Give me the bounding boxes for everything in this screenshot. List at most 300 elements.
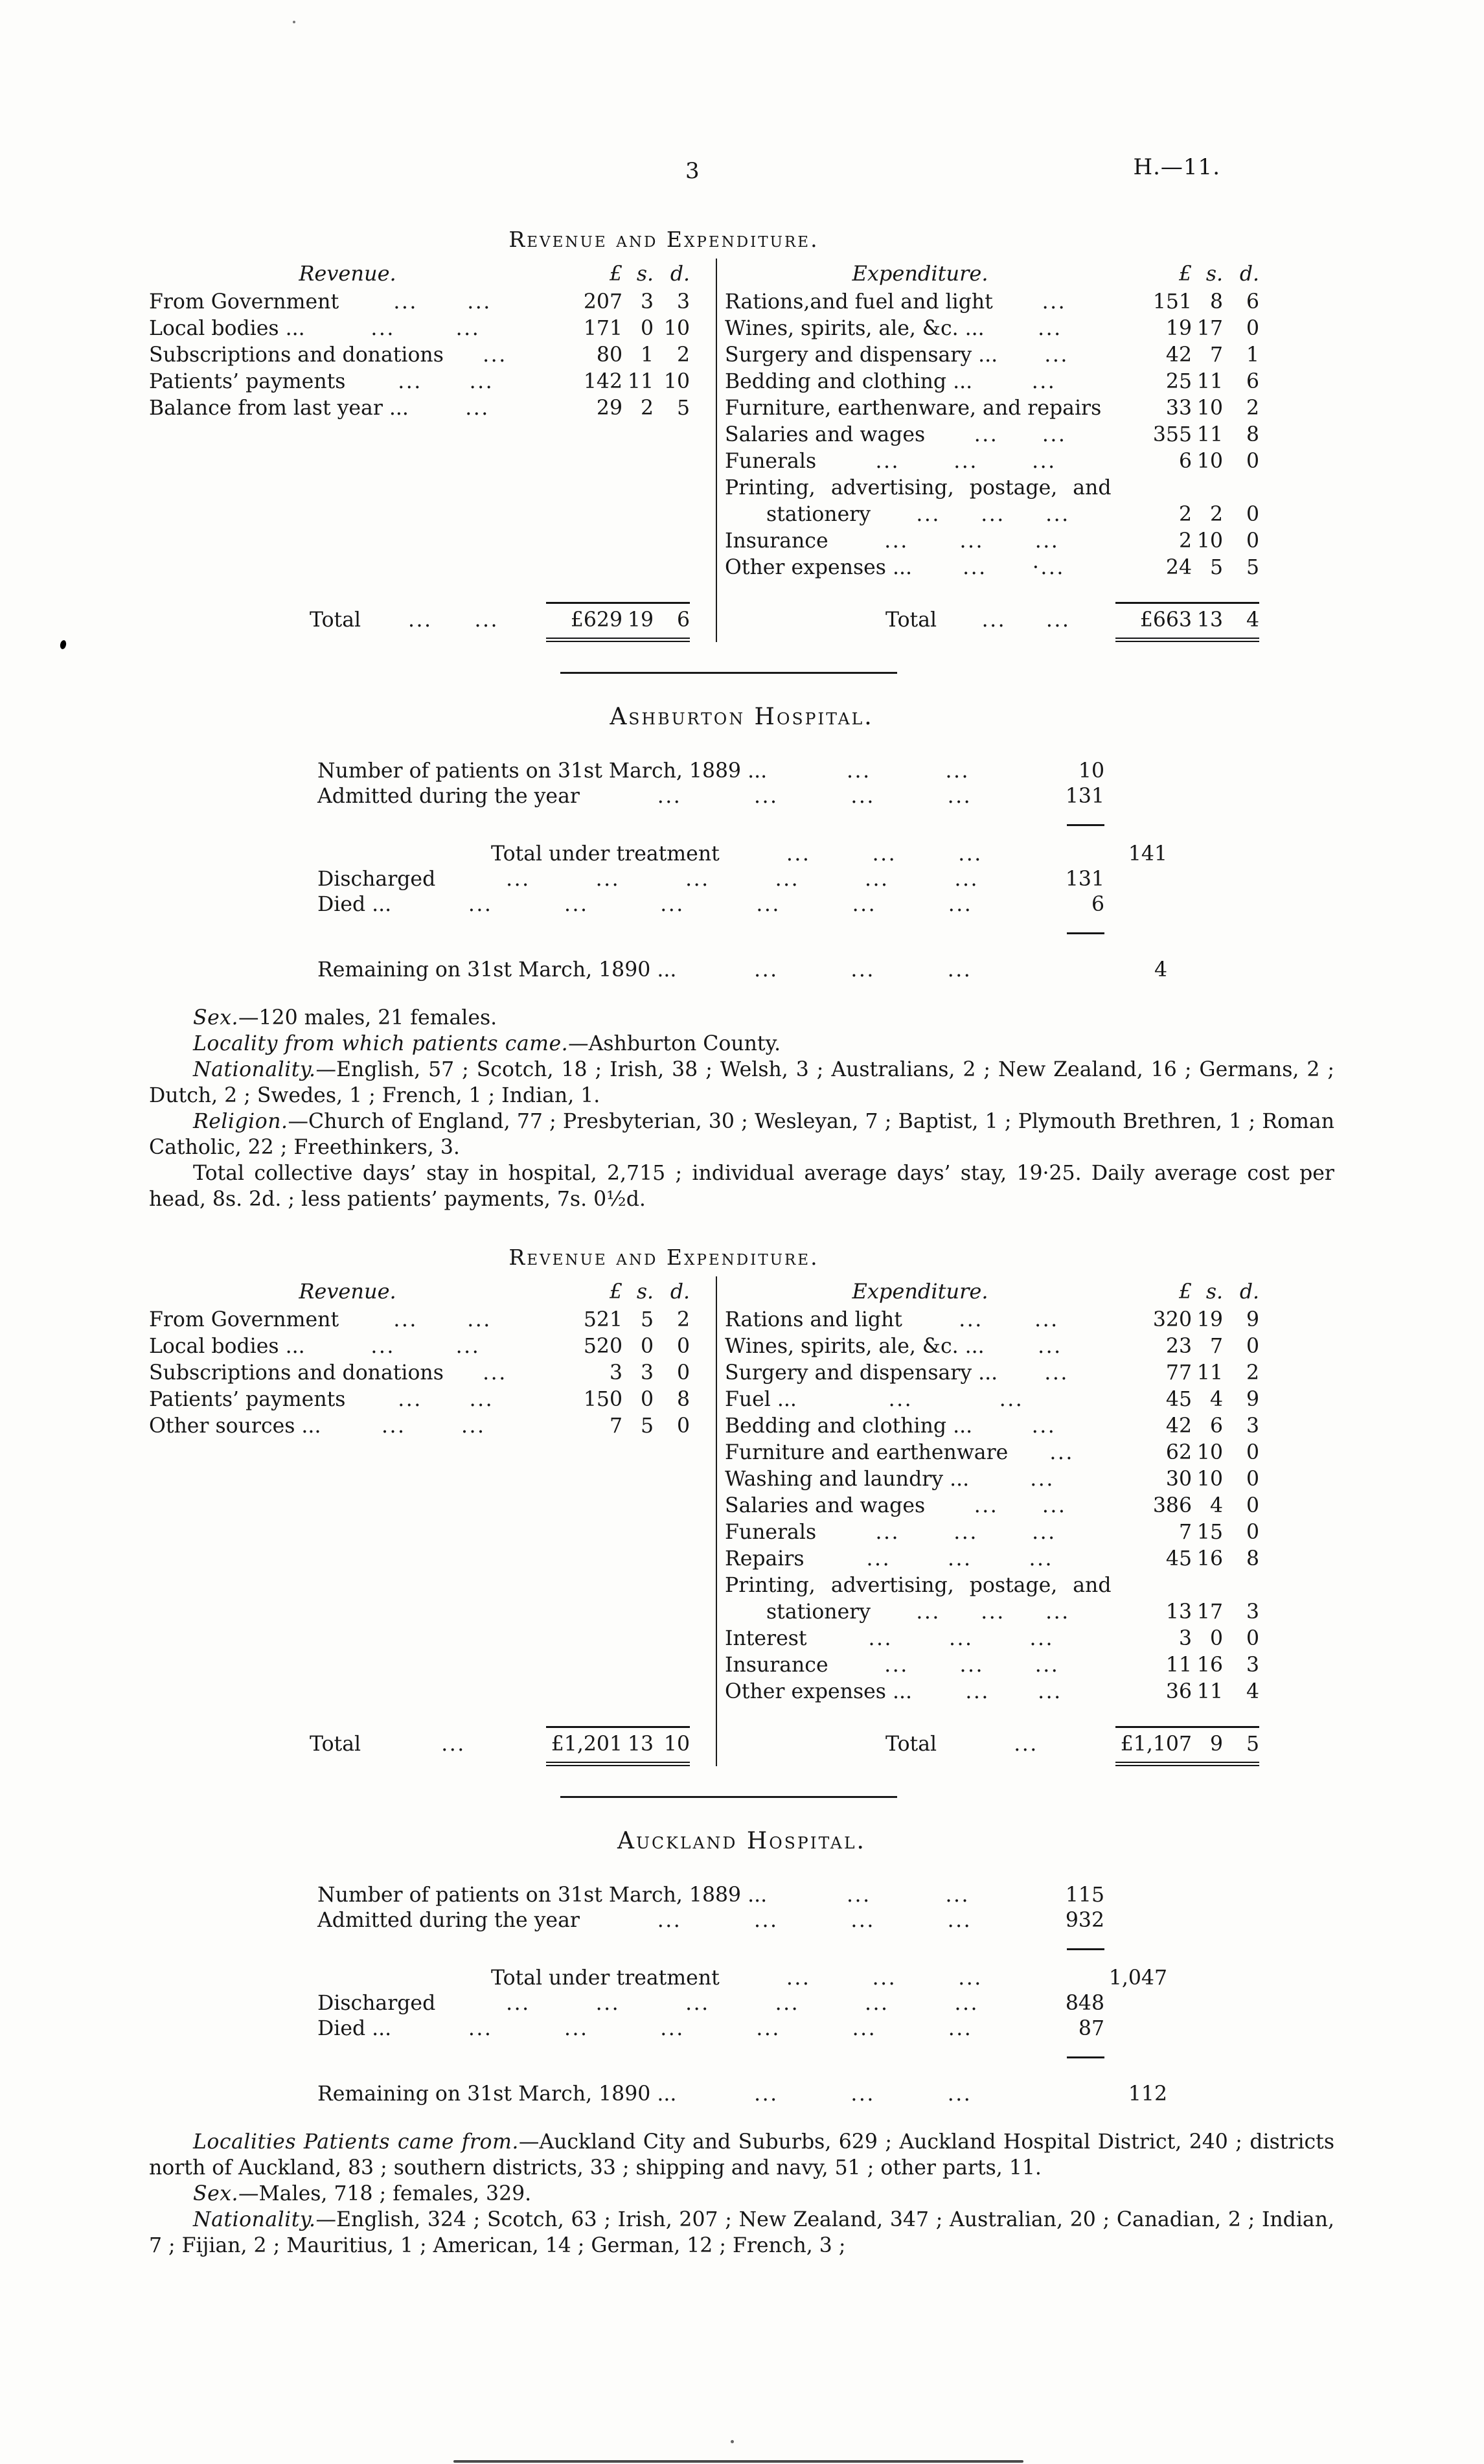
pounds-value: 150 [583,1388,622,1411]
expenditure-heading: Expenditure. [852,261,988,286]
table-row [725,1546,1259,1572]
pence-value: 0 [1246,1468,1259,1491]
pounds-value: 80 [596,343,622,367]
paragraph-text: —English, 324 ; Scotch, 63 ; Irish, 207 ; New Zealand, 347 ; Australian, 20 ; Canadian, 2 ; Indian, 7 ; Fijian, 2 ; Mauritius, 1 ; American, 14 ; German, 12 ; French, 3 ; [149,2208,1334,2257]
pounds-value: 386 [1152,1494,1192,1517]
shillings-column-header: s. [1205,262,1223,286]
paragraph-lead: Localities Patients came from. [193,2130,519,2154]
shillings-value: 10 [1196,397,1223,420]
shillings-value: 11 [1196,423,1223,446]
row-label: Salaries and wages [725,1494,926,1517]
dot-leaders: ... ... ... ... [657,1909,972,1932]
pounds-value: 29 [596,397,622,420]
total-amount [546,1726,690,1766]
revenue-column-2 [149,1276,716,1766]
pence-value: 0 [1246,450,1259,473]
paragraph-lead: Religion. [193,1110,288,1133]
shillings-value: 4 [1209,1388,1223,1411]
table-row [149,1360,690,1387]
row-label: Other expenses ... [725,556,913,579]
dot-leaders: ... [1014,1733,1038,1756]
statistic-label: Total under treatment [491,1966,720,1990]
paragraph-text: Total collective days’ stay in hospital, 2,715 ; individual average days’ stay, 19·25. Daily average cost per head, 8s. 2d. ; less patients’ payments, 7s. 0½d. [149,1162,1334,1211]
shillings-value: 15 [1196,1521,1223,1544]
pence-value: 3 [1246,1600,1259,1624]
dot-leaders: ... ... [959,1308,1059,1331]
dot-leaders: ... ... [371,1335,481,1358]
dot-leaders: ... [1044,343,1069,367]
table-row [149,1387,690,1413]
expenditure-header-row [725,1276,1259,1307]
statistic-label: Admitted during the year [317,1909,580,1932]
pound-column-header: £ [1178,1280,1192,1304]
expenditure-heading: Expenditure. [852,1279,988,1304]
pounds-value: 45 [1165,1547,1192,1571]
total-pounds: £1,201 [551,1733,622,1756]
statistic-row [317,759,1167,784]
shillings-value: 3 [640,290,654,314]
hospital-title-auckland: Auckland Hospital. [617,1828,866,1854]
dot-leaders: ... [1038,1335,1062,1358]
pence-value: 9 [1246,1308,1259,1331]
table-row [149,316,690,342]
paragraph-text: —Males, 718 ; females, 329. [238,2182,532,2205]
dot-leaders: ... ... [398,1388,494,1411]
table-row [725,422,1259,448]
table-row [149,1307,690,1333]
table-row [725,395,1259,422]
row-label: Wines, spirits, ale, &c. ... [725,317,985,340]
pounds-value: 7 [609,1414,622,1438]
table-row [725,1413,1259,1440]
row-label: Subscriptions and donations [149,1361,444,1385]
total-pounds: £663 [1139,608,1192,632]
row-label: Printing, advertising, postage, and [725,476,1112,500]
shillings-value: 7 [1209,343,1223,367]
table-row [149,342,690,369]
expenditure-total-row-2 [725,1705,1259,1766]
pence-column-header: d. [1239,1280,1259,1304]
table-row [725,1360,1259,1387]
shillings-value: 8 [1209,290,1223,314]
dot-leaders: ... ... [408,608,499,632]
row-label: stationery [766,1600,871,1624]
note-paragraph [149,1031,1334,1057]
table-row [725,448,1259,475]
pence-value: 2 [1246,397,1259,420]
dot-leaders: ... ... ... [754,958,972,982]
statistic-label: Died ... [317,2017,392,2040]
pence-value: 0 [1246,1627,1259,1650]
pence-value: 8 [1246,423,1259,446]
dot-leaders: ... [483,1361,507,1385]
row-label: Funerals [725,450,817,473]
shillings-value: 10 [1196,1441,1223,1464]
statistic-row [317,842,1167,867]
outer-value: 1,047 [1108,1966,1167,1990]
total-amount [1115,1726,1259,1766]
paragraph-text: —120 males, 21 females. [238,1006,497,1030]
shillings-value: 11 [1196,1361,1223,1385]
expenditure-total-row-1 [725,581,1259,642]
paragraph-text: —Church of England, 77 ; Presbyterian, 30 ; Wesleyan, 7 ; Baptist, 1 ; Plymouth Brethren, 1 ; Roman Catholic, 22 ; Freethinkers, 3. [149,1110,1334,1159]
table-row [149,395,690,422]
total-label: Total [885,1733,937,1756]
revenue-header-row [149,1276,690,1307]
ashburton-statistics [317,759,1167,983]
dot-leaders: ... [1042,290,1067,314]
shillings-value: 0 [640,317,654,340]
dot-leaders: ... [1044,1361,1069,1385]
row-label: From Government [149,1308,339,1331]
dot-leaders: ... ... ... [868,1627,1055,1650]
dot-leaders: ... [1030,1468,1055,1491]
table-row [725,501,1259,528]
pounds-value: 33 [1165,397,1192,420]
statistic-row [317,1991,1167,2016]
pence-value: 8 [676,1388,690,1411]
section-title-revenue-expenditure-1: Revenue and Expenditure. [508,227,819,252]
row-label: Patients’ payments [149,370,346,393]
pence-value: 4 [1246,1680,1259,1703]
pence-value: 0 [1246,1494,1259,1517]
total-pounds: £1,107 [1120,1733,1192,1756]
table-row [725,1493,1259,1519]
page-number: 3 [685,158,700,184]
shillings-value: 11 [627,370,654,393]
scan-speck [731,2440,734,2443]
pounds-value: 42 [1165,1414,1192,1438]
table-row [725,1307,1259,1333]
table-row [725,1652,1259,1679]
dot-leaders: ... ·... [963,556,1065,579]
pounds-value: 320 [1152,1308,1192,1331]
section-divider-rule [560,672,897,674]
statistic-row [317,809,1167,840]
dot-leaders: ... ... ... ... ... ... [506,1992,979,2015]
row-label: Washing and laundry ... [725,1468,970,1491]
statistic-row [317,892,1167,917]
total-pence: 10 [663,1733,690,1756]
pounds-value: 151 [1152,290,1192,314]
row-label: Surgery and dispensary ... [725,1361,998,1385]
table-row [725,555,1259,581]
dot-leaders: ... [483,343,507,367]
dot-leaders: ... ... [393,290,492,314]
revenue-heading: Revenue. [299,1279,396,1304]
table-row [725,1679,1259,1705]
scan-edge-artifact [453,2460,1023,2463]
dot-leaders: ... ... ... [866,1547,1054,1571]
inner-value: 10 [1078,759,1104,783]
shillings-value: 4 [1209,1494,1223,1517]
table-row [725,369,1259,395]
section-title-revenue-expenditure-2: Revenue and Expenditure. [508,1245,819,1270]
paragraph-lead: Locality from which patients came. [193,1032,569,1055]
pounds-value: 77 [1165,1361,1192,1385]
pounds-value: 207 [583,290,622,314]
shillings-value: 16 [1196,1547,1223,1571]
statistic-label: Number of patients on 31st March, 1889 ... [317,759,768,783]
shillings-value: 0 [640,1335,654,1358]
row-label: stationery [766,503,871,526]
pounds-value: 24 [1165,556,1192,579]
row-label: Funerals [725,1521,817,1544]
pence-value: 0 [1246,1335,1259,1358]
paragraph-lead: Sex. [193,2182,238,2205]
dot-leaders: ... ... [393,1308,492,1331]
statistic-row [317,784,1167,809]
pounds-value: 11 [1165,1653,1192,1677]
total-shillings: 19 [627,608,654,632]
statistic-label: Discharged [317,1992,436,2015]
inner-value [1067,1948,1104,1950]
row-label: Insurance [725,529,828,553]
row-label: Furniture, earthenware, and repairs [725,397,1102,420]
paragraph-lead: Nationality. [193,2208,316,2231]
row-label: Bedding and clothing ... [725,370,973,393]
shillings-value: 7 [1209,1335,1223,1358]
expenditure-column-2 [716,1276,1263,1766]
inner-value: 115 [1065,1883,1104,1907]
dot-leaders: ... [441,1733,466,1756]
table-row [725,1572,1259,1599]
pounds-value: 521 [583,1308,622,1331]
pounds-value: 3 [609,1361,622,1385]
pence-value: 2 [676,343,690,367]
pence-value: 0 [676,1414,690,1438]
pence-value: 2 [676,1308,690,1331]
inner-value: 87 [1078,2017,1104,2040]
note-paragraph [149,1005,1334,1031]
shillings-value: 10 [1196,1468,1223,1491]
row-label: Local bodies ... [149,1335,305,1358]
pence-value: 2 [1246,1361,1259,1385]
total-label: Total [885,608,937,632]
statistic-label: Remaining on 31st March, 1890 ... [317,958,677,982]
pence-value: 1 [1246,343,1259,367]
pounds-value: 2 [1178,529,1192,553]
pounds-value: 7 [1178,1521,1192,1544]
row-label: Interest [725,1627,807,1650]
row-label: Bedding and clothing ... [725,1414,973,1438]
inner-value: 131 [1065,868,1104,891]
row-label: From Government [149,290,339,314]
pence-value: 3 [1246,1653,1259,1677]
table-row [725,289,1259,316]
auckland-notes [149,2129,1334,2259]
row-label: Local bodies ... [149,317,305,340]
dot-leaders: ... [1031,1414,1056,1438]
expenditure-rows-1 [725,289,1259,581]
pence-value: 0 [1246,317,1259,340]
pounds-value: 19 [1165,317,1192,340]
note-paragraph [149,2181,1334,2207]
document-reference: H.—11. [1133,154,1220,180]
dot-leaders: ... [1038,317,1062,340]
dot-leaders: ... ... ... [875,450,1056,473]
pence-value: 0 [1246,529,1259,553]
shillings-value: 5 [1209,556,1223,579]
inner-value [1067,2056,1104,2058]
pounds-value: 23 [1165,1335,1192,1358]
dot-leaders: ... [1049,1441,1074,1464]
pence-value: 0 [1246,1441,1259,1464]
dot-leaders: ... ... [981,608,1071,632]
shillings-value: 11 [1196,1680,1223,1703]
dot-leaders: ... ... ... [754,2082,972,2106]
table-row [725,528,1259,555]
statistic-row [317,2042,1167,2073]
pounds-value: 6 [1178,450,1192,473]
statistic-label: Number of patients on 31st March, 1889 ... [317,1883,768,1907]
dot-leaders: ... ... [974,423,1067,446]
inner-value: 932 [1065,1909,1104,1932]
table-row [725,1466,1259,1493]
statistic-row [317,2082,1167,2107]
shillings-column-header: s. [636,1280,654,1304]
pence-column-header: d. [670,262,690,286]
inner-value [1067,824,1104,826]
revenue-expenditure-table-2 [149,1276,1263,1766]
dot-leaders: ... ... ... ... ... ... [506,868,979,891]
statistic-row [317,1933,1167,1964]
row-label: Repairs [725,1547,805,1571]
row-label: Printing, advertising, postage, and [725,1574,1112,1597]
row-label: Furniture and earthenware [725,1441,1009,1464]
table-row [149,289,690,316]
revenue-total-row-1 [149,581,690,642]
row-label: Rations,and fuel and light [725,290,993,314]
pence-column-header: d. [1239,262,1259,286]
pence-value: 5 [676,397,690,420]
note-paragraph [149,2207,1334,2259]
expenditure-column-1 [716,259,1263,642]
outer-value: 112 [1128,2082,1167,2106]
revenue-column-1 [149,259,716,642]
statistic-row [317,958,1167,983]
inner-value [1067,932,1104,934]
total-label: Total [310,608,361,632]
dot-leaders: ... ... ... [786,1966,983,1990]
row-label: Wines, spirits, ale, &c. ... [725,1335,985,1358]
pound-column-header: £ [609,262,622,286]
statistic-row [317,1908,1167,1933]
total-label: Total [310,1733,361,1756]
dot-leaders: ... ... ... [875,1521,1056,1544]
total-shillings: 9 [1209,1733,1223,1756]
outer-value: 4 [1154,958,1167,982]
table-row [725,1440,1259,1466]
total-pounds: £629 [570,608,622,632]
inner-value: 6 [1091,893,1104,916]
shillings-value: 10 [1196,450,1223,473]
revenue-expenditure-table-1 [149,259,1263,642]
dot-leaders: ... ... [398,370,494,393]
dot-leaders: ... ... ... [916,1600,1070,1624]
pound-column-header: £ [609,1280,622,1304]
dot-leaders: ... ... [847,759,970,783]
note-paragraph [149,2129,1334,2181]
paragraph-text: —Auckland City and Suburbs, 629 ; Auckland Hospital District, 240 ; districts north of Auckland, 83 ; southern districts, 33 ; shipping and navy, 51 ; other parts, 11. [149,2130,1334,2180]
revenue-rows-2 [149,1307,690,1440]
total-pence: 6 [676,608,690,632]
row-label: Rations and light [725,1308,902,1331]
row-label: Other expenses ... [725,1680,913,1703]
table-row [149,1413,690,1440]
row-label: Surgery and dispensary ... [725,343,998,367]
pence-value: 10 [663,317,690,340]
dot-leaders: ... ... [974,1494,1067,1517]
row-label: Balance from last year ... [149,397,409,420]
table-row [725,342,1259,369]
paragraph-text: —English, 57 ; Scotch, 18 ; Irish, 38 ; Welsh, 3 ; Australians, 2 ; New Zealand, 16 ; Germans, 2 ; Dutch, 2 ; Swedes, 1 ; French, 1 ; Indian, 1. [149,1058,1334,1107]
paragraph-lead: Nationality. [193,1058,316,1081]
statistic-label: Total under treatment [491,842,720,866]
total-shillings: 13 [627,1733,654,1756]
table-row [725,475,1259,501]
statistic-label: Remaining on 31st March, 1890 ... [317,2082,677,2106]
paragraph-text: —Ashburton County. [568,1032,781,1055]
pounds-value: 36 [1165,1680,1192,1703]
pence-value: 9 [1246,1388,1259,1411]
shillings-value: 6 [1209,1414,1223,1438]
pence-value: 10 [663,370,690,393]
dot-leaders: ... [1031,370,1056,393]
pounds-value: 355 [1152,423,1192,446]
pence-value: 0 [676,1335,690,1358]
shillings-value: 11 [1196,370,1223,393]
dot-leaders: ... ... ... [916,503,1070,526]
pounds-value: 25 [1165,370,1192,393]
shillings-value: 2 [1209,503,1223,526]
pounds-value: 30 [1165,1468,1192,1491]
total-pence: 4 [1246,608,1259,632]
inner-value: 848 [1065,1992,1104,2015]
hospital-title-ashburton: Ashburton Hospital. [610,704,874,730]
pence-value: 0 [1246,1521,1259,1544]
statistic-label: Discharged [317,868,436,891]
ashburton-notes [149,1005,1334,1212]
pounds-value: 142 [583,370,622,393]
table-row [149,369,690,395]
dot-leaders: ... ... [888,1388,1024,1411]
table-row [725,1519,1259,1546]
row-label: Subscriptions and donations [149,343,444,367]
table-row [149,1333,690,1360]
auckland-statistics [317,1883,1167,2107]
row-label: Insurance [725,1653,828,1677]
paragraph-lead: Sex. [193,1006,238,1030]
pound-column-header: £ [1178,262,1192,286]
shillings-value: 2 [640,397,654,420]
row-label: Patients’ payments [149,1388,346,1411]
revenue-rows-1 [149,289,690,422]
row-label: Fuel ... [725,1388,797,1411]
shillings-value: 0 [640,1388,654,1411]
table-row [725,1599,1259,1626]
expenditure-rows-2 [725,1307,1259,1705]
total-amount [546,602,690,642]
section-divider-rule [560,1796,897,1798]
pounds-value: 2 [1178,503,1192,526]
inner-value: 131 [1065,785,1104,808]
pounds-value: 13 [1165,1600,1192,1624]
note-paragraph [149,1109,1334,1160]
statistic-row [317,867,1167,892]
scan-speck [293,21,295,23]
shillings-value: 17 [1196,1600,1223,1624]
